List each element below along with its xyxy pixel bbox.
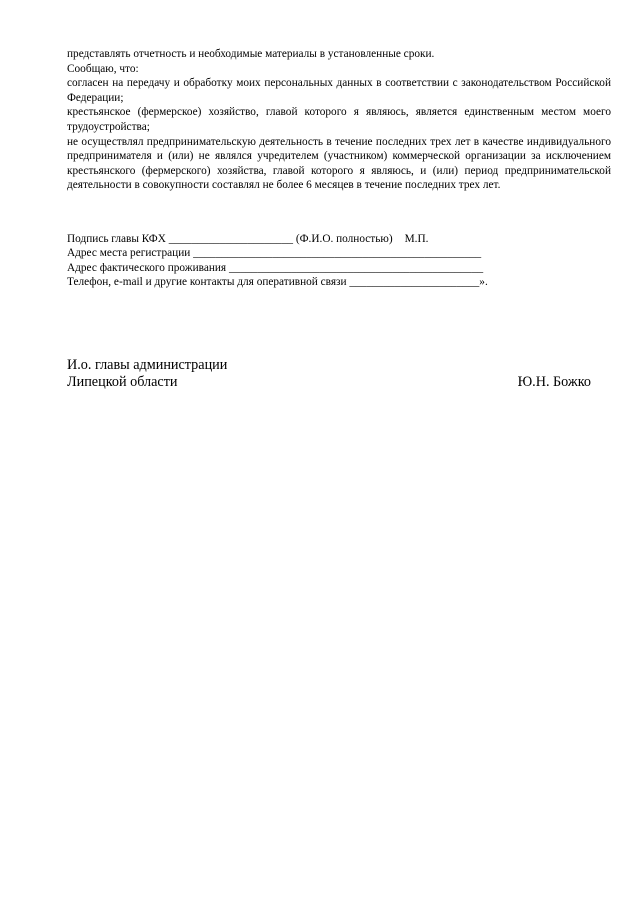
signatory-position [67, 357, 227, 390]
paragraph-business-activity: не осуществлял предпринимательскую деятельность в течение последних трех лет в качестве индивидуального предпринимателя и (или) не являлся учредителем (участником) коммерческой организации за исключением крестьянского (фермерского) хозяйства, главой которого я являюсь, и (или) период предпринимательской деятельности в совокупности составлял не более 6 месяцев в течение последних трех лет. [67, 135, 611, 192]
document-body [67, 47, 611, 193]
head-signature-blank: ______________________ [168, 233, 293, 245]
paragraph-reporting: представлять отчетность и необходимые материалы в установленные сроки. [67, 48, 435, 60]
signatory-name: Ю.Н. Божко [517, 374, 591, 390]
fio-note: (Ф.И.О. полностью) [295, 233, 393, 245]
head-signature-line [67, 232, 611, 246]
signature-block [67, 232, 611, 290]
paragraph-declaration-intro: Сообщаю, что: [67, 62, 139, 75]
residence-address-line: Адрес фактического проживания _____________________________________________ [67, 261, 484, 274]
head-signature-label: Подпись главы КФХ [67, 233, 166, 245]
signatory-position-line-2: Липецкой области [67, 373, 178, 390]
paragraph-employment: крестьянское (фермерское) хозяйство, главой которого я являюсь, является единственным местом моего трудоустройства; [67, 106, 611, 133]
stamp-label: М.П. [404, 233, 429, 245]
registration-address-line: Адрес места регистрации ___________________________________________________ [67, 247, 482, 260]
signatory-position-line-1: И.о. главы администрации [67, 357, 228, 373]
paragraph-personal-data-consent: согласен на передачу и обработку моих персональных данных в соответствии с законодательством Российской Федерации; [67, 77, 611, 104]
contacts-line: Телефон, e-mail и другие контакты для оперативной связи _______________________». [67, 276, 488, 289]
